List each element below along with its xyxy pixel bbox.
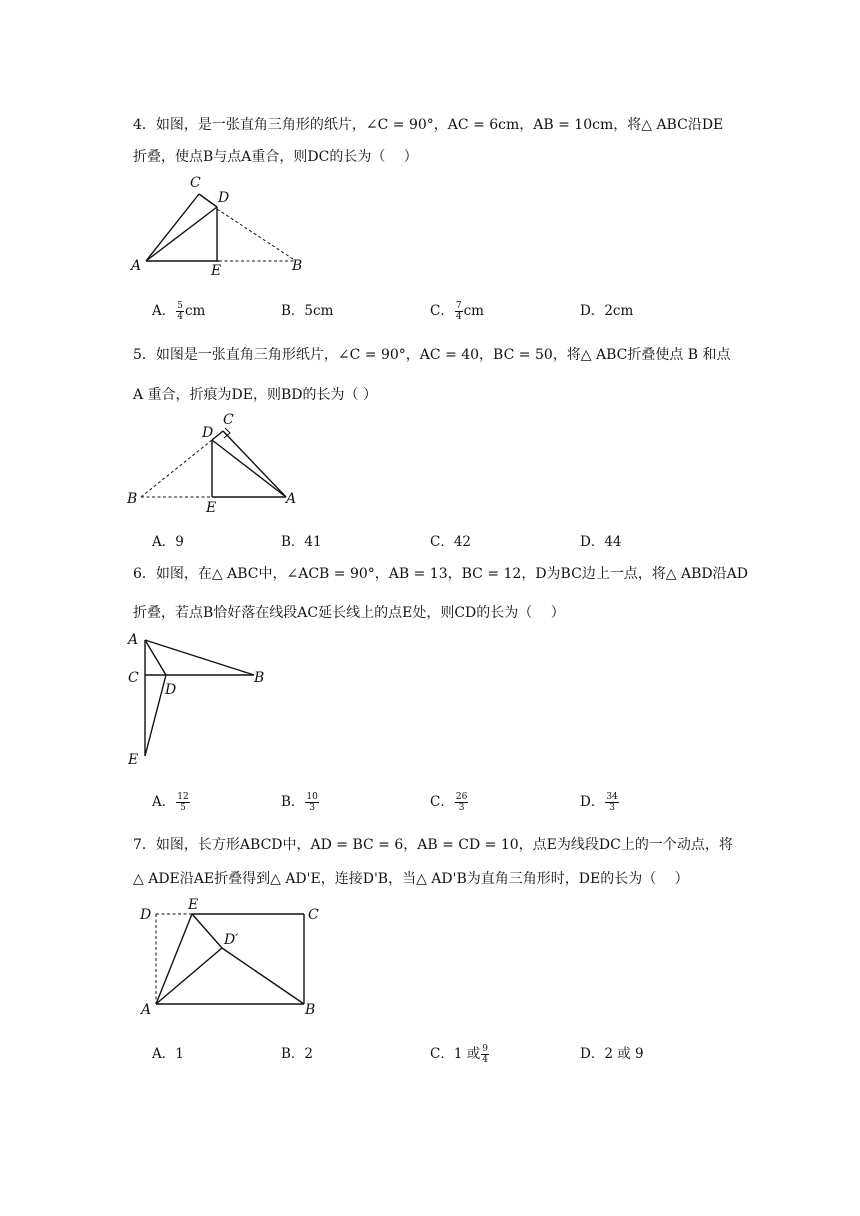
q5-label-c: C <box>223 412 234 428</box>
q5-option-a[interactable]: A．9 <box>152 534 184 550</box>
q4-text-line1: 4．如图，是一张直角三角形的纸片，∠C = 90°，AC = 6cm，AB = 10cm，将△ ABC沿DE <box>133 117 724 133</box>
q4-figure <box>128 172 318 277</box>
q6-text-line1: 6．如图，在△ ABC中，∠ACB = 90°，AB = 13，BC = 12，D为BC边上一点，将△ ABD沿AD <box>133 566 748 582</box>
q6-option-a[interactable]: A． $\frac{12}{5}$ <box>152 792 189 813</box>
q4-option-c[interactable]: C． $\frac{7}{4}$ cm <box>430 301 484 322</box>
q6-label-b: B <box>254 670 265 686</box>
q4-option-b[interactable]: B．5cm <box>281 303 334 319</box>
q5-label-e: E <box>206 500 217 516</box>
q4-label-e: E <box>211 263 222 279</box>
q7-figure <box>136 896 336 1021</box>
q5-text-line1: 5．如图是一张直角三角形纸片，∠C = 90°，AC = 40，BC = 50，将△ ABC折叠使点 B 和点 <box>133 347 731 363</box>
q4-label-a: A <box>131 258 142 274</box>
q4-label-d: D <box>218 190 230 206</box>
q5-option-b[interactable]: B．41 <box>281 534 322 550</box>
q7-label-e: E <box>188 897 199 913</box>
q4-label-b: B <box>292 258 303 274</box>
q6-label-c: C <box>128 670 139 686</box>
q6-label-d: D <box>165 682 177 698</box>
q7-option-b[interactable]: B．2 <box>281 1046 314 1062</box>
q5-label-a: A <box>286 491 297 507</box>
q7-text-line2: △ ADE沿AE折叠得到△ AD'E，连接D'B，当△ AD'B为直角三角形时，DE的长为（ ） <box>133 871 689 887</box>
q5-label-b: B <box>127 491 138 507</box>
q7-option-a[interactable]: A．1 <box>152 1046 184 1062</box>
q6-label-a: A <box>128 632 139 648</box>
q4-option-d[interactable]: D．2cm <box>580 303 634 319</box>
q7-text-line1: 7．如图，长方形ABCD中，AD = BC = 6，AB = CD = 10，点E为线段DC上的一个动点，将 <box>133 837 733 853</box>
q6-label-e: E <box>128 752 139 768</box>
q4-option-a[interactable]: A． $\frac{5}{4}$ cm <box>152 301 206 322</box>
q7-label-dprime: D′ <box>224 932 239 948</box>
q5-text-line2: A 重合，折痕为DE，则BD的长为（ ） <box>133 387 377 403</box>
q6-option-c[interactable]: C． $\frac{26}{3}$ <box>430 792 468 813</box>
q7-label-b: B <box>305 1002 316 1018</box>
q6-option-b[interactable]: B． $\frac{10}{3}$ <box>281 792 318 813</box>
q4-text-line2: 折叠，使点B与点A重合，则DC的长为（ ） <box>133 149 418 165</box>
q7-option-c[interactable]: C．1 或 $\frac{9}{4}$ <box>430 1044 488 1065</box>
q6-text-line2: 折叠，若点B恰好落在线段AC延长线上的点E处，则CD的长为（ ） <box>133 605 565 621</box>
q5-figure <box>126 408 306 516</box>
q4-label-c: C <box>190 175 201 191</box>
q7-label-d: D <box>140 907 152 923</box>
q7-label-c: C <box>308 907 319 923</box>
q5-option-d[interactable]: D．44 <box>580 534 622 550</box>
q5-option-c[interactable]: C．42 <box>430 534 472 550</box>
q7-label-a: A <box>141 1002 152 1018</box>
q7-option-d[interactable]: D．2 或 9 <box>580 1046 644 1062</box>
q5-label-d: D <box>202 425 214 441</box>
q6-option-d[interactable]: D． $\frac{34}{3}$ <box>580 792 618 813</box>
q6-figure <box>126 626 276 771</box>
